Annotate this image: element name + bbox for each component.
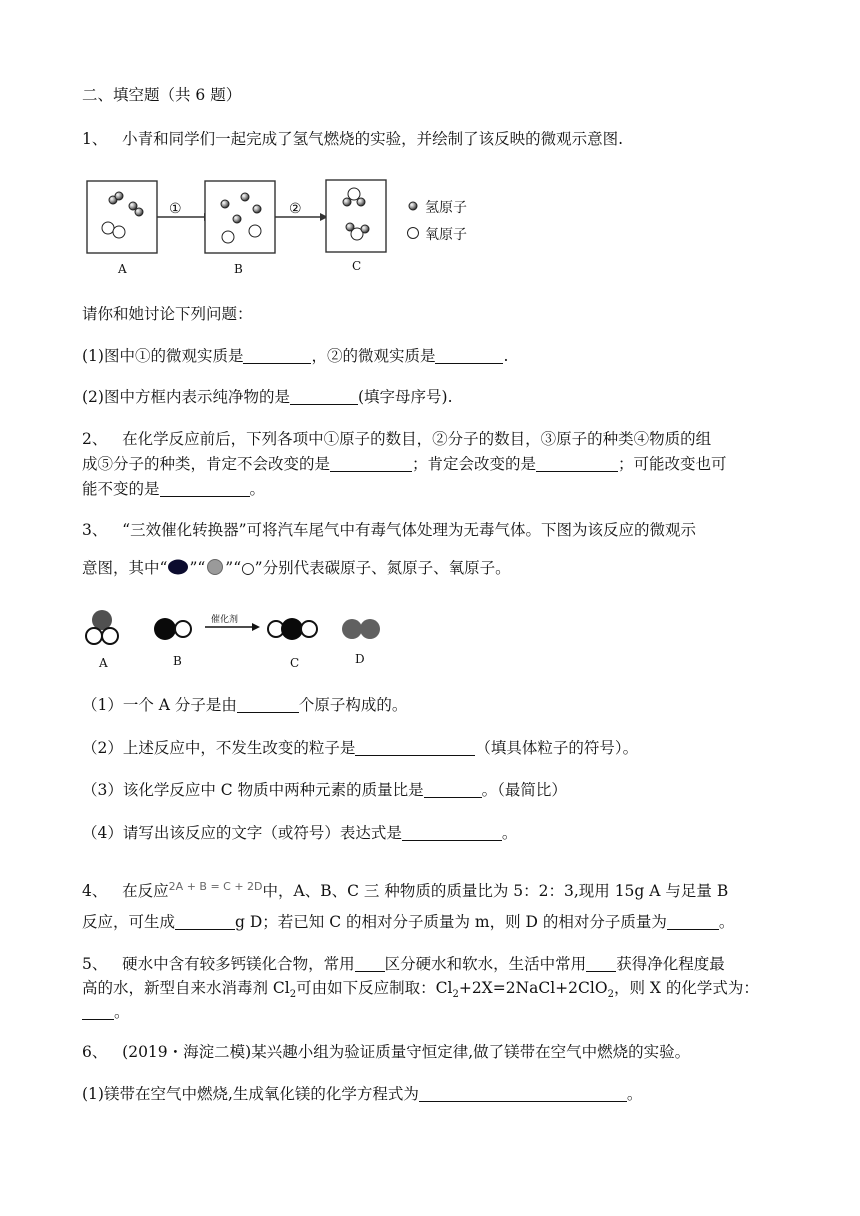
step-1-label: ① <box>169 201 182 217</box>
section-title: 二、填空题（共 6 题） <box>82 86 242 104</box>
question-number: 4、 <box>82 882 108 900</box>
answer-blank[interactable] <box>290 388 358 405</box>
legend-hydrogen-text: 氢原子 <box>425 200 467 216</box>
answer-blank[interactable] <box>355 955 385 972</box>
answer-blank[interactable] <box>586 955 616 972</box>
answer-blank[interactable] <box>355 739 475 756</box>
nitrogen-atom-icon <box>205 559 225 575</box>
molecule-a <box>86 610 118 644</box>
question-3: 3、 “三效催化转换器”可将汽车尾气中有毒气体处理为无毒气体。下图为该反应的微观示 <box>82 521 697 539</box>
molecule-b-label: B <box>173 654 182 668</box>
molecule-c <box>268 618 317 640</box>
q1-prompt: 请你和她讨论下列问题： <box>82 305 253 323</box>
step-2-label: ② <box>289 201 302 217</box>
molecule-d-label: D <box>355 652 365 666</box>
molecule-c-label: C <box>290 656 300 670</box>
answer-blank[interactable] <box>330 455 412 472</box>
carbon-atom-icon <box>167 559 189 575</box>
box-c-label: C <box>352 259 362 273</box>
catalyst-label: 催化剂 <box>211 615 239 625</box>
molecule-b <box>154 618 191 640</box>
question-number: 1、 <box>82 130 108 148</box>
q1-sub-2: (2)图中方框内表示纯净物的是 (填字母序号). <box>82 388 453 406</box>
q6-sub-1: (1)镁带在空气中燃烧,生成氧化镁的化学方程式为 。 <box>82 1085 643 1103</box>
q2-line-2: 成⑤分子的种类，肯定不会改变的是 ；肯定会改变的是 ；可能改变也可 <box>82 455 727 473</box>
molecule-a-label: A <box>99 656 108 670</box>
answer-blank[interactable] <box>667 913 719 930</box>
legend-oxygen-atom <box>408 228 419 239</box>
question-6: 6、 (2019・海淀二模)某兴趣小组为验证质量守恒定律,做了镁带在空气中燃烧的实验。 <box>82 1043 691 1061</box>
answer-blank[interactable] <box>175 913 235 930</box>
q3-sub-4: （4）请写出该反应的文字（或符号）表达式是 。 <box>82 824 518 842</box>
q3-sub-1: （1）一个 A 分子是由 个原子构成的。 <box>82 696 408 714</box>
q3-line-2: 意图，其中“ ”“ ”“○”分别代表碳原子、氮原子、氧原子。 <box>82 559 511 577</box>
answer-blank[interactable] <box>82 1003 114 1020</box>
box-a-label: A <box>118 262 127 276</box>
reaction-equation: 2A + B = C + 2D <box>168 880 263 893</box>
answer-blank[interactable] <box>424 781 482 798</box>
answer-blank[interactable] <box>435 347 503 364</box>
question-2: 2、 在化学反应前后，下列各项中①原子的数目，②分子的数目，③原子的种类④物质的组 <box>82 430 712 448</box>
answer-blank[interactable] <box>419 1085 627 1102</box>
question-number: 2、 <box>82 430 108 448</box>
q3-sub-2: （2）上述反应中，不发生改变的粒子是 （填具体粒子的符号）。 <box>82 739 639 757</box>
molecule-d <box>342 619 380 639</box>
question-1 <box>82 128 623 150</box>
answer-blank[interactable] <box>160 480 250 497</box>
legend-hydrogen-atom <box>409 202 417 210</box>
q3-sub-3: （3）该化学反应中 C 物质中两种元素的质量比是 。（最简比） <box>82 781 567 799</box>
answer-blank[interactable] <box>237 696 299 713</box>
box-b-label: B <box>234 262 243 276</box>
question-text: 小青和同学们一起完成了氢气燃烧的实验，并绘制了该反映的微观示意图. <box>122 130 624 148</box>
question-5: 5、 硬水中含有较多钙镁化合物，常用 区分硬水和软水，生活中常用 获得净化程度最 <box>82 955 725 973</box>
answer-blank[interactable] <box>536 455 618 472</box>
answer-blank[interactable] <box>243 347 311 364</box>
q5-line-3: 。 <box>82 1001 130 1023</box>
answer-blank[interactable] <box>402 824 502 841</box>
legend-oxygen-text: 氧原子 <box>425 227 467 243</box>
q4-line-2: 反应，可生成 g D；若已知 C 的相对分子质量为 m，则 D 的相对分子质量为 。 <box>82 913 735 931</box>
catalytic-converter-diagram <box>80 605 400 655</box>
question-number: 6、 <box>82 1043 108 1061</box>
box-a <box>87 181 157 253</box>
q2-line-3: 能不变的是 。 <box>82 480 266 498</box>
q1-sub-1: (1)图中①的微观实质是 ，②的微观实质是 . <box>82 347 509 365</box>
question-4: 4、 在反应$^{2A + B = C + 2D}$中，A、B、C 三 种物质的质量比为 5：2：3,现用 15g A 与足量 B <box>82 880 729 900</box>
question-number: 5、 <box>82 955 108 973</box>
q5-line-2: 高的水，新型自来水消毒剂 $Cl_2$可由如下反应制取：$Cl_2+2X=2NaCl+2ClO_2$，则 X 的化学式为： <box>82 979 759 1001</box>
question-number: 3、 <box>82 521 108 539</box>
